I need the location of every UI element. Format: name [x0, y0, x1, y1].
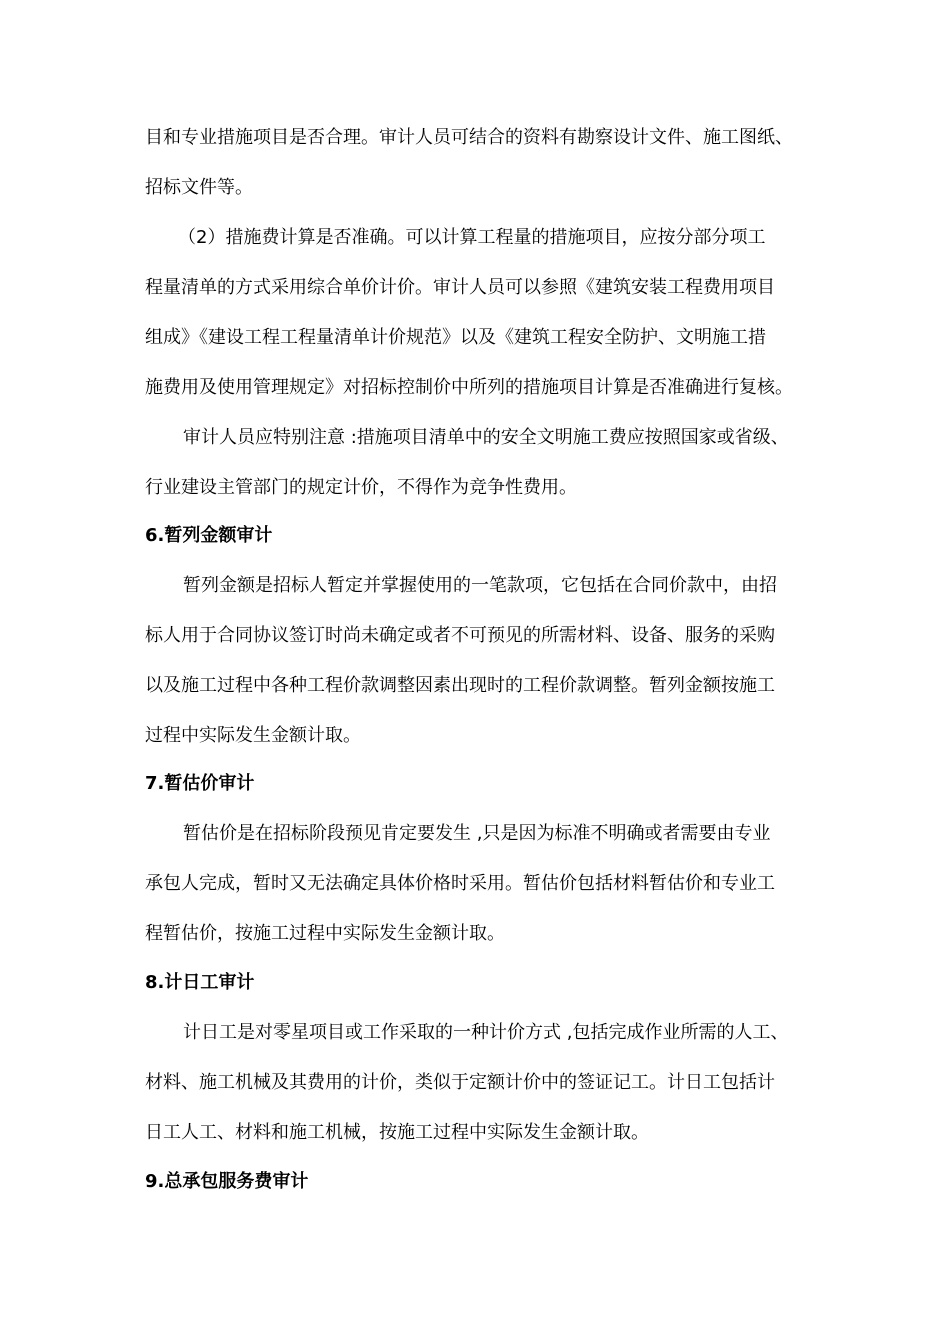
body-text-line: 计日工是对零星项目或工作采取的一种计价方式 ,包括完成作业所需的人工、: [183, 1022, 789, 1043]
body-text-line: 材料、施工机械及其费用的计价，类似于定额计价中的签证记工。计日工包括计: [145, 1072, 775, 1093]
body-text-line: 行业建设主管部门的规定计价，不得作为竞争性费用。: [145, 477, 577, 498]
body-text-line: 施费用及使用管理规定》对招标控制价中所列的措施项目计算是否准确进行复核。: [145, 377, 793, 398]
section-heading: 8.计日工审计: [145, 972, 255, 993]
body-text-line: 招标文件等。: [145, 177, 253, 198]
body-text-line: 以及施工过程中各种工程价款调整因素出现时的工程价款调整。暂列金额按施工: [145, 675, 775, 696]
body-text-line: 过程中实际发生金额计取。: [145, 725, 361, 746]
section-heading: 7.暂估价审计: [145, 773, 255, 794]
body-text-line: 承包人完成，暂时又无法确定具体价格时采用。暂估价包括材料暂估价和专业工: [145, 873, 775, 894]
body-text-line: 程暂估价，按施工过程中实际发生金额计取。: [145, 923, 505, 944]
body-text-line: 组成》《建设工程工程量清单计价规范》以及《建筑工程安全防护、文明施工措: [145, 327, 766, 348]
section-heading: 6.暂列金额审计: [145, 525, 273, 546]
body-text-line: 程量清单的方式采用综合单价计价。审计人员可以参照《建筑安装工程费用项目: [145, 277, 775, 298]
body-text-line: 暂估价是在招标阶段预见肯定要发生 ,只是因为标准不明确或者需要由专业: [183, 823, 771, 844]
body-text-line: 标人用于合同协议签订时尚未确定或者不可预见的所需材料、设备、服务的采购: [145, 625, 775, 646]
section-heading: 9.总承包服务费审计: [145, 1171, 309, 1192]
body-text-line: 目和专业措施项目是否合理。审计人员可结合的资料有勘察设计文件、施工图纸、: [145, 127, 793, 148]
body-text-line: （2）措施费计算是否准确。可以计算工程量的措施项目，应按分部分项工: [178, 227, 766, 248]
body-text-line: 暂列金额是招标人暂定并掌握使用的一笔款项，它包括在合同价款中，由招: [183, 575, 777, 596]
body-text-line: 日工人工、材料和施工机械，按施工过程中实际发生金额计取。: [145, 1122, 649, 1143]
body-text-line: 审计人员应特别注意 :措施项目清单中的安全文明施工费应按照国家或省级、: [183, 427, 789, 448]
